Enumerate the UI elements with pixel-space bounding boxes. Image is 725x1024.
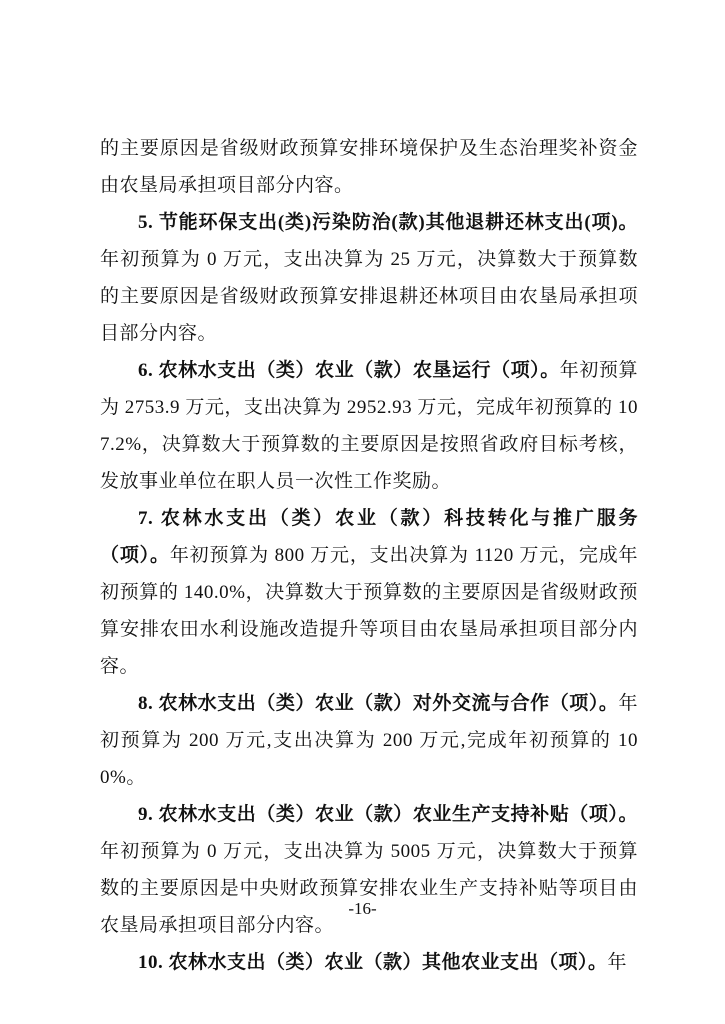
page-number: -16- (348, 899, 377, 918)
paragraph-body-text: 年初预算为 0 万元，支出决算为 5005 万元，决算数大于预算数的主要原因是中央财政预算安排农业生产支持补贴等项目由农垦局承担项目部分内容。 (100, 841, 638, 936)
paragraph-heading: 7. 农林水支出（类）农业（款）科技转化与推广服务（项）。 (100, 508, 638, 566)
paragraph-body-text: 年初预算为 0 万元，支出决算为 25 万元，决算数大于预算数的主要原因是省级财政预算安排退耕还林项目由农垦局承担项目部分内容。 (100, 249, 638, 344)
paragraph-body-text: 年初预算为 200 万元,支出决算为 200 万元,完成年初预算的 100%。 (100, 693, 638, 788)
paragraph-item-7 (100, 500, 638, 685)
paragraph-body-text: 的主要原因是省级财政预算安排环境保护及生态治理奖补资金由农垦局承担项目部分内容。 (100, 138, 638, 196)
document-body (100, 130, 638, 981)
paragraph-item-5 (100, 204, 638, 352)
paragraph-heading: 6. 农林水支出（类）农业（款）农垦运行（项）。 (138, 360, 560, 381)
paragraph-heading: 5. 节能环保支出(类)污染防治(款)其他退耕还林支出(项)。 (138, 212, 638, 233)
paragraph-heading: 9. 农林水支出（类）农业（款）农业生产支持补贴（项）。 (138, 804, 638, 825)
paragraph-body-text: 年 (607, 952, 628, 973)
paragraph-item-6 (100, 352, 638, 500)
paragraph-body-text: 年初预算为 2753.9 万元，支出决算为 2952.93 万元，完成年初预算的 107.2%，决算数大于预算数的主要原因是按照省政府目标考核，发放事业单位在职人员一次性工作奖励。 (100, 360, 638, 492)
paragraph-item-10 (100, 944, 638, 981)
paragraph-body-text: 年初预算为 800 万元，支出决算为 1120 万元，完成年初预算的 140.0%，决算数大于预算数的主要原因是省级财政预算安排农田水利设施改造提升等项目由农垦局承担项目部分内容。 (100, 545, 638, 677)
paragraph-heading: 10. 农林水支出（类）农业（款）其他农业支出（项）。 (138, 952, 608, 973)
paragraph-item-8 (100, 685, 638, 796)
paragraph-continuation (100, 130, 638, 204)
paragraph-heading: 8. 农林水支出（类）农业（款）对外交流与合作（项）。 (138, 693, 619, 714)
